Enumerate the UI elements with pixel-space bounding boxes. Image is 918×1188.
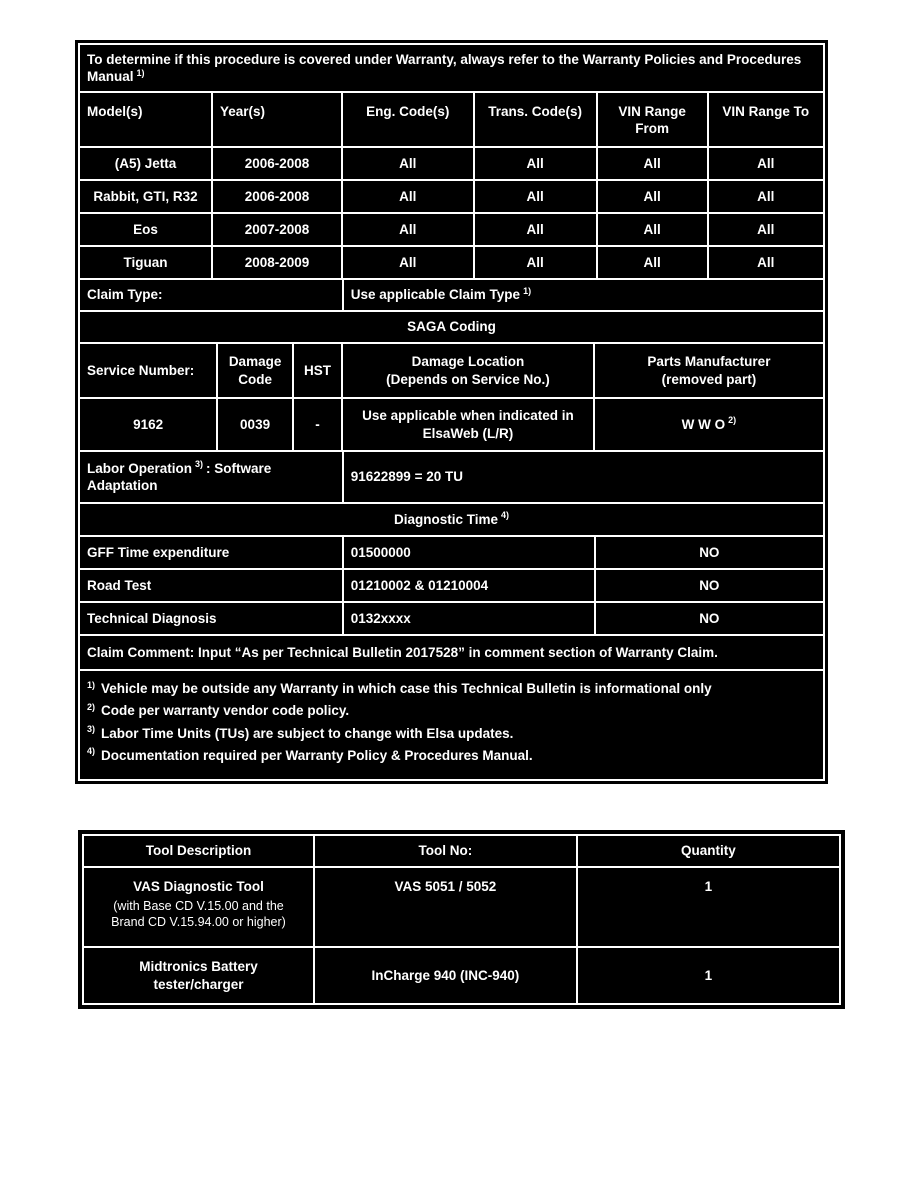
tools-grid bbox=[84, 836, 839, 1003]
cell-service-number: 9162 bbox=[80, 399, 218, 452]
saga-table bbox=[80, 344, 823, 452]
footnote-text: Code per warranty vendor code policy. bbox=[101, 703, 350, 719]
header-parts-manufacturer-line2: (removed part) bbox=[661, 371, 757, 387]
cell-vin-to: All bbox=[709, 214, 823, 247]
warranty-table bbox=[75, 40, 828, 784]
diagnostic-row bbox=[80, 603, 823, 636]
header-damage-location-line1: Damage Location bbox=[411, 354, 525, 370]
cell-quantity: 1 bbox=[704, 967, 713, 983]
cell-eng-code: All bbox=[343, 247, 475, 280]
cell-tool-description bbox=[84, 868, 315, 948]
tool-name: Midtronics Battery tester/charger bbox=[139, 959, 258, 992]
warranty-intro-section bbox=[80, 45, 823, 93]
footnote-marker: 3) bbox=[87, 724, 96, 735]
vehicle-header-row bbox=[80, 93, 823, 148]
footnote-marker: 2) bbox=[87, 701, 96, 712]
diagnostic-time-title-text: Diagnostic Time bbox=[393, 511, 498, 527]
footnote-line bbox=[87, 680, 816, 697]
cell-trans-code: All bbox=[475, 247, 598, 280]
cell-vin-from: All bbox=[598, 181, 709, 214]
cell-hst: - bbox=[294, 399, 343, 452]
claim-type-label: Claim Type: bbox=[80, 280, 344, 312]
cell-diag-flag: NO bbox=[596, 537, 823, 570]
cell-vin-from: All bbox=[598, 247, 709, 280]
footnote-line bbox=[87, 702, 816, 719]
cell-diag-value: 01500000 bbox=[344, 537, 596, 570]
cell-damage-code: 0039 bbox=[218, 399, 294, 452]
tool-row bbox=[84, 868, 839, 948]
cell-vin-to: All bbox=[709, 181, 823, 214]
footnote-ref: 4) bbox=[501, 510, 510, 521]
claim-type-value bbox=[344, 280, 823, 312]
cell-diag-label: Road Test bbox=[80, 570, 344, 603]
footnote-ref: 1) bbox=[523, 285, 532, 296]
diagnostic-table bbox=[80, 537, 823, 636]
header-tool-description: Tool Description bbox=[84, 836, 315, 868]
tools-header-row bbox=[84, 836, 839, 868]
cell-diag-value: 0132xxxx bbox=[344, 603, 596, 636]
cell-year: 2008-2009 bbox=[213, 247, 343, 280]
cell-trans-code: All bbox=[475, 181, 598, 214]
labor-operation-value: 91622899 = 20 TU bbox=[344, 452, 823, 504]
footnotes-section bbox=[80, 671, 823, 779]
footnote-ref: 3) bbox=[195, 459, 204, 470]
saga-title-section bbox=[80, 312, 823, 344]
claim-type-value-text: Use applicable Claim Type bbox=[350, 287, 521, 303]
diagnostic-title-section bbox=[80, 504, 823, 537]
cell-year: 2006-2008 bbox=[213, 181, 343, 214]
diagnostic-row bbox=[80, 570, 823, 603]
cell-diag-value: 01210002 & 01210004 bbox=[344, 570, 596, 603]
vehicle-row bbox=[80, 247, 823, 280]
cell-tool-no: VAS 5051 / 5052 bbox=[315, 868, 578, 948]
cell-eng-code: All bbox=[343, 181, 475, 214]
footnote-ref: 1) bbox=[136, 67, 145, 78]
cell-diag-flag: NO bbox=[596, 570, 823, 603]
cell-eng-code: All bbox=[343, 148, 475, 181]
cell-quantity: 1 bbox=[578, 868, 839, 948]
header-years: Year(s) bbox=[213, 93, 343, 148]
tool-row bbox=[84, 948, 839, 1003]
footnote-line bbox=[87, 747, 816, 764]
header-tool-no: Tool No: bbox=[315, 836, 578, 868]
cell-vin-from: All bbox=[598, 148, 709, 181]
header-hst: HST bbox=[294, 344, 343, 399]
header-service-number: Service Number: bbox=[80, 344, 218, 399]
cell-diag-label: GFF Time expenditure bbox=[80, 537, 344, 570]
claim-comment-section bbox=[80, 636, 823, 671]
header-trans-codes: Trans. Code(s) bbox=[475, 93, 598, 148]
cell-year: 2007-2008 bbox=[213, 214, 343, 247]
cell-vin-to: All bbox=[709, 247, 823, 280]
footnote-marker: 1) bbox=[87, 679, 96, 690]
header-damage-location-line2: (Depends on Service No.) bbox=[386, 371, 550, 387]
tool-detail: (with Base CD V.15.00 and the Brand CD V.15.94.00 or higher) bbox=[111, 899, 286, 930]
header-vin-from: VIN Range From bbox=[598, 93, 709, 148]
header-damage-code: Damage Code bbox=[218, 344, 294, 399]
cell-model: Eos bbox=[80, 214, 213, 247]
footnote-marker: 4) bbox=[87, 746, 96, 757]
parts-manufacturer-text: W W O bbox=[681, 416, 726, 432]
saga-coding-title: SAGA Coding bbox=[80, 312, 823, 344]
claim-comment: Claim Comment: Input “As per Technical Bulletin 2017528” in comment section of Warranty Claim. bbox=[80, 636, 823, 671]
footnote-line bbox=[87, 725, 816, 742]
header-eng-codes: Eng. Code(s) bbox=[343, 93, 475, 148]
footnote-ref: 2) bbox=[728, 415, 737, 426]
header-parts-manufacturer-line1: Parts Manufacturer bbox=[647, 354, 771, 370]
labor-operation-label bbox=[80, 452, 344, 504]
tools-table-inner bbox=[82, 834, 841, 1005]
header-parts-manufacturer bbox=[595, 344, 823, 399]
footnote-text: Documentation required per Warranty Policy & Procedures Manual. bbox=[101, 747, 533, 763]
cell-model: Rabbit, GTI, R32 bbox=[80, 181, 213, 214]
cell-eng-code: All bbox=[343, 214, 475, 247]
saga-header-row bbox=[80, 344, 823, 399]
header-damage-location bbox=[343, 344, 595, 399]
tool-name: VAS Diagnostic Tool bbox=[133, 879, 264, 894]
cell-diag-label: Technical Diagnosis bbox=[80, 603, 344, 636]
vehicle-table bbox=[80, 93, 823, 280]
cell-model: (A5) Jetta bbox=[80, 148, 213, 181]
warranty-intro-text: To determine if this procedure is covered under Warranty, always refer to the Warranty Policies and Procedures Manual bbox=[87, 51, 802, 84]
cell-year: 2006-2008 bbox=[213, 148, 343, 181]
header-vin-to: VIN Range To bbox=[709, 93, 823, 148]
diagnostic-row bbox=[80, 537, 823, 570]
header-quantity: Quantity bbox=[578, 836, 839, 868]
labor-operation-section bbox=[80, 452, 823, 504]
claim-type-section bbox=[80, 280, 823, 312]
cell-tool-description bbox=[84, 948, 315, 1003]
vehicle-row bbox=[80, 181, 823, 214]
cell-parts-manufacturer bbox=[595, 399, 823, 452]
footnote-text: Vehicle may be outside any Warranty in which case this Technical Bulletin is informational only bbox=[101, 681, 712, 696]
vehicle-row bbox=[80, 148, 823, 181]
labor-operation-label-text: Labor Operation bbox=[87, 460, 193, 476]
saga-data-row bbox=[80, 399, 823, 452]
labor-operation-label-rest: : Software Adaptation bbox=[87, 460, 272, 493]
footnote-text: Labor Time Units (TUs) are subject to change with Elsa updates. bbox=[101, 725, 514, 741]
vehicle-row bbox=[80, 214, 823, 247]
warranty-intro-cell bbox=[80, 45, 823, 93]
footnotes-cell bbox=[80, 671, 823, 779]
cell-vin-from: All bbox=[598, 214, 709, 247]
cell-vin-to: All bbox=[709, 148, 823, 181]
cell-diag-flag: NO bbox=[596, 603, 823, 636]
cell-trans-code: All bbox=[475, 214, 598, 247]
warranty-table-inner bbox=[78, 43, 825, 781]
cell-trans-code: All bbox=[475, 148, 598, 181]
cell-model: Tiguan bbox=[80, 247, 213, 280]
diagnostic-time-title bbox=[80, 504, 823, 537]
cell-damage-location: Use applicable when indicated in ElsaWeb (L/R) bbox=[343, 399, 595, 452]
header-models: Model(s) bbox=[80, 93, 213, 148]
tools-table bbox=[78, 830, 845, 1009]
cell-tool-no: InCharge 940 (INC-940) bbox=[315, 948, 578, 1003]
